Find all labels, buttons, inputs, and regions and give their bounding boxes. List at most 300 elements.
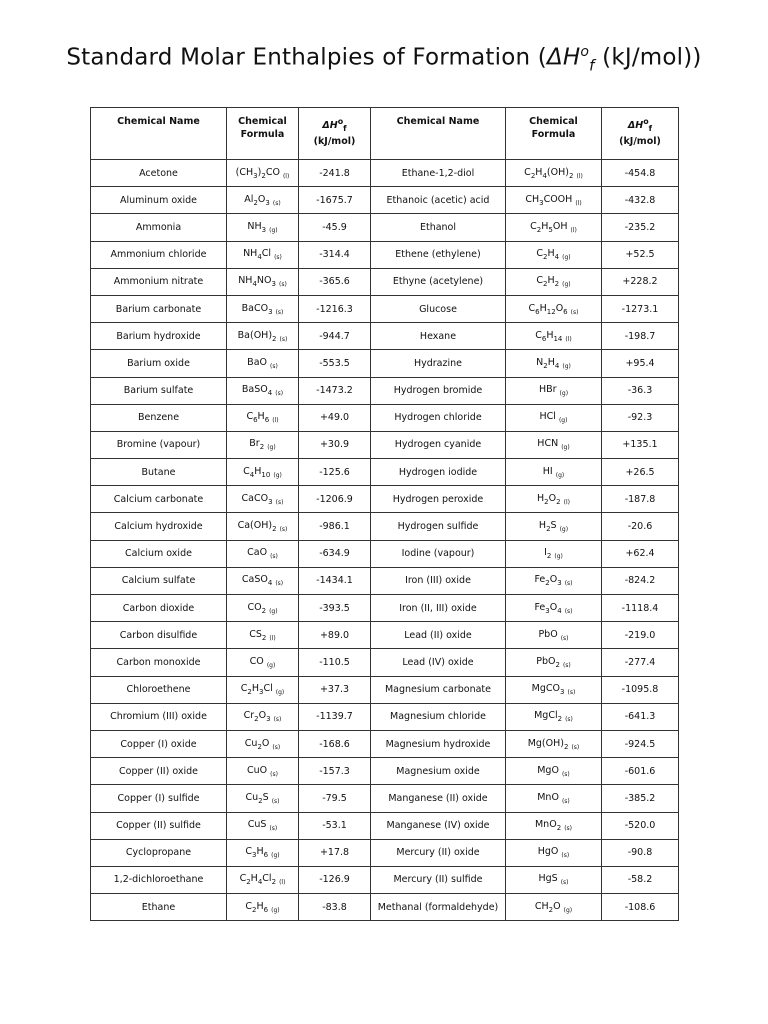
- formula-subscript: 2: [556, 824, 562, 833]
- formula-state: (g): [562, 281, 571, 289]
- enthalpy-value-right: -108.6: [602, 894, 679, 921]
- formula-subscript: 2: [261, 633, 267, 642]
- formula-state: (g): [555, 471, 565, 479]
- chemical-formula-right: [506, 676, 602, 703]
- formula-subscript: 4: [257, 878, 263, 887]
- chemical-name-left: Cyclopropane: [91, 839, 227, 866]
- header-formula-line2: Formula: [240, 129, 285, 140]
- formula-subscript: 3: [252, 851, 257, 860]
- chemical-formula-left: [227, 459, 299, 486]
- formula-state: (g): [271, 852, 280, 860]
- chemical-name-right: Hydrogen cyanide: [371, 431, 506, 458]
- formula-state: (g): [271, 906, 280, 914]
- header-chemical-formula-2: [506, 108, 602, 160]
- formula-subscript: 2: [544, 497, 549, 506]
- formula-state: (s): [570, 308, 579, 316]
- table-row: [91, 431, 679, 458]
- formula-state: (s): [270, 770, 278, 778]
- formula-part: CuO: [247, 764, 271, 776]
- chemical-name-left: Carbon disulfide: [91, 622, 227, 649]
- formula-part: C: [245, 846, 252, 858]
- enthalpy-value-right: -1273.1: [602, 295, 679, 322]
- enthalpy-value-left: -45.9: [299, 214, 371, 241]
- chemical-formula-left: [227, 160, 299, 187]
- header-formula-line2-2: Formula: [531, 129, 576, 140]
- header-dh-unit-2: (kJ/mol): [619, 136, 661, 148]
- chemical-formula-left: [227, 540, 299, 567]
- formula-subscript: 3: [266, 715, 271, 724]
- table-row: [91, 866, 679, 893]
- formula-state: (s): [561, 852, 570, 860]
- enthalpy-value-right: -1095.8: [602, 676, 679, 703]
- formula-state: (s): [275, 390, 284, 398]
- chemical-formula-right: [506, 431, 602, 458]
- table-row: [91, 268, 679, 295]
- formula-part: C: [240, 683, 248, 695]
- formula-part: C: [530, 220, 537, 232]
- formula-part: PbO: [536, 655, 556, 667]
- formula-state: (g): [269, 226, 278, 234]
- chemical-formula-left: [227, 323, 299, 350]
- enthalpy-value-left: -1434.1: [299, 567, 371, 594]
- formula-part: Mg(OH): [527, 737, 564, 749]
- chemical-formula-right: [506, 595, 602, 622]
- chemical-name-left: Ammonium nitrate: [91, 268, 227, 295]
- enthalpy-value-right: -1118.4: [602, 595, 679, 622]
- chemical-name-left: Barium oxide: [91, 350, 227, 377]
- enthalpy-value-right: -432.8: [602, 187, 679, 214]
- chemical-name-right: Mercury (II) oxide: [371, 839, 506, 866]
- table-row: [91, 404, 679, 431]
- chemical-formula-right: [506, 812, 602, 839]
- chemical-name-right: Mercury (II) sulfide: [371, 866, 506, 893]
- table-row: [91, 214, 679, 241]
- chemical-formula-right: [506, 268, 602, 295]
- enthalpy-value-left: +89.0: [299, 622, 371, 649]
- formula-subscript: 3: [265, 198, 270, 207]
- enthalpy-value-left: -634.9: [299, 540, 371, 567]
- header-dh-sup-2: o: [643, 117, 649, 126]
- chemical-formula-left: [227, 295, 299, 322]
- table-body: [91, 160, 679, 921]
- formula-subscript: 2: [548, 905, 554, 914]
- formula-state: (s): [561, 797, 570, 805]
- chemical-formula-right: [506, 866, 602, 893]
- chemical-formula-left: [227, 894, 299, 921]
- formula-state: (s): [564, 607, 573, 615]
- enthalpy-value-right: -277.4: [602, 649, 679, 676]
- formula-subscript: 5: [548, 225, 553, 234]
- table-row: [91, 676, 679, 703]
- formula-part: C: [528, 302, 536, 314]
- formula-part: MnO: [537, 791, 562, 803]
- formula-state: (l): [565, 335, 572, 343]
- chemical-name-right: Ethyne (acetylene): [371, 268, 506, 295]
- formula-subscript: 2: [546, 552, 552, 561]
- header-delta-h: [299, 108, 371, 160]
- formula-part: C: [524, 166, 531, 178]
- enthalpy-value-left: -1473.2: [299, 377, 371, 404]
- enthalpy-value-left: -125.6: [299, 459, 371, 486]
- formula-part: NH: [247, 220, 262, 232]
- formula-state: (s): [270, 553, 278, 561]
- enthalpy-value-right: -520.0: [602, 812, 679, 839]
- header-chemical-name-2: Chemical Name: [371, 108, 506, 160]
- chemical-name-right: Hydrogen bromide: [371, 377, 506, 404]
- formula-subscript: 3: [271, 280, 276, 289]
- formula-part: H: [535, 166, 543, 178]
- header-row: [91, 108, 679, 160]
- chemical-name-right: Magnesium carbonate: [371, 676, 506, 703]
- enthalpy-value-left: -393.5: [299, 595, 371, 622]
- chemical-name-right: Lead (IV) oxide: [371, 649, 506, 676]
- enthalpy-value-left: -314.4: [299, 241, 371, 268]
- header-dh-sub-2: f: [648, 124, 653, 134]
- formula-subscript: 2: [246, 878, 251, 887]
- formula-state: (s): [560, 634, 569, 642]
- table-row: [91, 540, 679, 567]
- formula-part: CaCO: [241, 492, 269, 504]
- enthalpy-value-right: -92.3: [602, 404, 679, 431]
- enthalpy-value-right: +228.2: [602, 268, 679, 295]
- formula-subscript: 3: [268, 497, 273, 506]
- table-row: [91, 812, 679, 839]
- formula-part: O: [257, 193, 266, 205]
- formula-subscript: 2: [536, 225, 542, 234]
- header-dh-unit: (kJ/mol): [313, 136, 356, 148]
- enthalpy-value-right: -198.7: [602, 323, 679, 350]
- formula-subscript: 12: [546, 307, 556, 316]
- enthalpy-value-right: -385.2: [602, 785, 679, 812]
- header-dh-symbol: ΔH: [322, 120, 338, 132]
- formula-part: O: [261, 737, 273, 749]
- chemical-name-right: Iodine (vapour): [371, 540, 506, 567]
- formula-subscript: 6: [563, 307, 568, 316]
- formula-part: CaSO: [241, 574, 268, 586]
- formula-subscript: 2: [563, 742, 569, 751]
- table-row: [91, 377, 679, 404]
- formula-subscript: 6: [541, 334, 547, 343]
- chemical-name-left: Barium carbonate: [91, 295, 227, 322]
- formula-state: (s): [273, 716, 282, 724]
- formula-part: S: [550, 520, 560, 532]
- formula-part: O: [553, 900, 564, 912]
- title-suffix: (kJ/mol)): [594, 44, 702, 71]
- table-row: [91, 595, 679, 622]
- formula-state: (l): [282, 172, 290, 180]
- formula-part: H: [256, 900, 264, 912]
- formula-part: O: [258, 710, 267, 722]
- header-formula-line1: Chemical: [238, 116, 287, 127]
- formula-part: N: [536, 356, 544, 368]
- enthalpy-value-right: -641.3: [602, 703, 679, 730]
- formula-part: BaCO: [241, 302, 269, 314]
- chemical-formula-right: [506, 486, 602, 513]
- formula-state: (s): [279, 335, 288, 343]
- chemical-name-left: Copper (I) sulfide: [91, 785, 227, 812]
- enthalpy-value-left: -365.6: [299, 268, 371, 295]
- chemical-name-left: Aluminum oxide: [91, 187, 227, 214]
- chemical-formula-left: [227, 567, 299, 594]
- table-row: [91, 567, 679, 594]
- chemical-formula-left: [227, 513, 299, 540]
- formula-state: (s): [270, 362, 278, 370]
- formula-part: CO: [247, 601, 262, 613]
- formula-part: Cl: [262, 873, 272, 885]
- formula-part: C: [243, 465, 250, 477]
- formula-subscript: 2: [555, 660, 560, 669]
- formula-subscript: 2: [253, 198, 258, 207]
- formula-part: C: [245, 900, 252, 912]
- formula-subscript: 10: [261, 470, 271, 479]
- chemical-name-left: Chloroethene: [91, 676, 227, 703]
- chemical-formula-right: [506, 214, 602, 241]
- formula-part: HI: [542, 465, 556, 477]
- chemical-name-right: Lead (II) oxide: [371, 622, 506, 649]
- formula-subscript: 3: [545, 606, 550, 615]
- enthalpy-value-right: -58.2: [602, 866, 679, 893]
- enthalpy-value-right: +52.5: [602, 241, 679, 268]
- chemical-formula-right: [506, 160, 602, 187]
- formula-state: (s): [275, 498, 284, 506]
- formula-state: (g): [561, 444, 570, 452]
- chemical-name-right: Iron (III) oxide: [371, 567, 506, 594]
- chemical-formula-right: [506, 540, 602, 567]
- chemical-name-left: Bromine (vapour): [91, 431, 227, 458]
- formula-part: O: [549, 601, 558, 613]
- enthalpy-table: [90, 107, 679, 921]
- formula-subscript: 2: [252, 905, 257, 914]
- formula-state: (s): [562, 661, 571, 669]
- formula-state: (g): [562, 362, 571, 370]
- enthalpy-value-right: -36.3: [602, 377, 679, 404]
- formula-subscript: 4: [554, 361, 560, 370]
- enthalpy-value-left: +17.8: [299, 839, 371, 866]
- formula-subscript: 2: [272, 334, 277, 343]
- formula-part: C: [239, 873, 247, 885]
- chemical-name-right: Hydrogen peroxide: [371, 486, 506, 513]
- table-row: [91, 894, 679, 921]
- formula-part: Ca(OH): [237, 520, 273, 532]
- formula-subscript: 3: [259, 688, 264, 697]
- table-row: [91, 160, 679, 187]
- chemical-formula-right: [506, 377, 602, 404]
- chemical-formula-right: [506, 785, 602, 812]
- table-row: [91, 649, 679, 676]
- chemical-formula-left: [227, 431, 299, 458]
- chemical-formula-right: [506, 622, 602, 649]
- formula-subscript: 4: [252, 280, 257, 289]
- formula-part: H: [547, 248, 555, 260]
- formula-state: (l): [272, 417, 279, 425]
- formula-subscript: 2: [271, 878, 277, 887]
- table-row: [91, 486, 679, 513]
- chemical-name-right: Ethene (ethylene): [371, 241, 506, 268]
- header-dh-sup: o: [337, 117, 344, 126]
- chemical-formula-left: [227, 486, 299, 513]
- formula-part: H: [251, 683, 259, 695]
- chemical-formula-left: [227, 622, 299, 649]
- formula-part: HgO: [537, 846, 562, 858]
- chemical-formula-left: [227, 187, 299, 214]
- formula-state: (g): [273, 471, 282, 479]
- formula-part: MgCO: [531, 683, 561, 695]
- chemical-formula-left: [227, 241, 299, 268]
- enthalpy-value-right: +95.4: [602, 350, 679, 377]
- formula-subscript: 2: [261, 606, 267, 615]
- formula-state: (g): [266, 661, 276, 669]
- title-superscript: o: [580, 44, 590, 60]
- enthalpy-value-right: -235.2: [602, 214, 679, 241]
- formula-part: Ba(OH): [237, 329, 273, 341]
- formula-part: H: [250, 873, 258, 885]
- formula-part: H: [254, 465, 262, 477]
- formula-part: C: [536, 248, 543, 260]
- formula-part: H: [547, 275, 555, 287]
- chemical-name-right: Hydrogen sulfide: [371, 513, 506, 540]
- enthalpy-value-right: -187.8: [602, 486, 679, 513]
- formula-subscript: 4: [542, 171, 547, 180]
- formula-part: Cl: [261, 248, 275, 260]
- header-chemical-formula: [227, 108, 299, 160]
- chemical-name-right: Manganese (IV) oxide: [371, 812, 506, 839]
- header-formula-line1-2: Chemical: [529, 116, 578, 127]
- chemical-name-left: Carbon monoxide: [91, 649, 227, 676]
- formula-subscript: 6: [253, 416, 258, 425]
- chemical-name-left: Ammonium chloride: [91, 241, 227, 268]
- table-row: [91, 622, 679, 649]
- formula-state: (s): [269, 825, 278, 833]
- chemical-formula-right: [506, 241, 602, 268]
- enthalpy-value-right: -924.5: [602, 730, 679, 757]
- formula-part: PbO: [538, 628, 561, 640]
- enthalpy-value-left: -1675.7: [299, 187, 371, 214]
- formula-state: (s): [564, 580, 573, 588]
- chemical-name-right: Ethanoic (acetic) acid: [371, 187, 506, 214]
- enthalpy-value-left: -53.1: [299, 812, 371, 839]
- formula-state: (s): [567, 689, 576, 697]
- formula-part: CH: [525, 193, 540, 205]
- formula-subscript: 4: [267, 389, 273, 398]
- enthalpy-value-right: -219.0: [602, 622, 679, 649]
- formula-part: COOH: [543, 193, 576, 205]
- formula-subscript: 2: [543, 361, 548, 370]
- formula-part: S: [262, 791, 272, 803]
- chemical-formula-left: [227, 404, 299, 431]
- chemical-name-right: Hydrazine: [371, 350, 506, 377]
- enthalpy-value-left: -986.1: [299, 513, 371, 540]
- formula-subscript: 2: [556, 497, 561, 506]
- formula-state: (s): [274, 254, 282, 262]
- formula-state: (g): [559, 390, 569, 398]
- enthalpy-value-right: +26.5: [602, 459, 679, 486]
- formula-part: CaO: [247, 547, 271, 559]
- enthalpy-value-left: -241.8: [299, 160, 371, 187]
- formula-part: HCl: [539, 411, 559, 423]
- header-delta-h-2: [602, 108, 679, 160]
- table-row: [91, 703, 679, 730]
- formula-state: (g): [554, 553, 563, 561]
- chemical-name-left: Butane: [91, 459, 227, 486]
- formula-part: MgO: [537, 764, 562, 776]
- enthalpy-value-right: -90.8: [602, 839, 679, 866]
- header-chemical-name: Chemical Name: [91, 108, 227, 160]
- formula-subscript: 3: [261, 225, 267, 234]
- chemical-formula-left: [227, 839, 299, 866]
- chemical-formula-right: [506, 730, 602, 757]
- formula-subscript: 6: [535, 307, 540, 316]
- formula-part: Al: [244, 193, 254, 205]
- enthalpy-value-left: -83.8: [299, 894, 371, 921]
- chemical-formula-left: [227, 649, 299, 676]
- formula-subscript: 6: [263, 905, 269, 914]
- formula-state: (l): [570, 226, 577, 234]
- chemical-name-right: Hexane: [371, 323, 506, 350]
- formula-part: CO: [249, 655, 267, 667]
- formula-part: Fe: [534, 574, 546, 586]
- enthalpy-value-right: -454.8: [602, 160, 679, 187]
- formula-part: H: [256, 846, 264, 858]
- formula-part: CO: [265, 166, 283, 178]
- formula-subscript: 3: [560, 688, 565, 697]
- formula-subscript: 2: [543, 253, 548, 262]
- formula-state: (s): [275, 580, 284, 588]
- chemical-name-left: Calcium carbonate: [91, 486, 227, 513]
- table-row: [91, 730, 679, 757]
- formula-state: (s): [560, 879, 569, 887]
- table-row: [91, 459, 679, 486]
- chemical-name-left: Carbon dioxide: [91, 595, 227, 622]
- formula-state: (s): [272, 743, 281, 751]
- formula-part: CuS: [247, 819, 270, 831]
- enthalpy-value-left: -79.5: [299, 785, 371, 812]
- chemical-formula-left: [227, 785, 299, 812]
- chemical-name-right: Glucose: [371, 295, 506, 322]
- formula-part: H: [541, 220, 549, 232]
- formula-part: Cu: [244, 737, 258, 749]
- formula-part: ): [257, 166, 262, 178]
- chemical-formula-left: [227, 214, 299, 241]
- formula-part: C: [536, 275, 543, 287]
- formula-subscript: 2: [545, 579, 550, 588]
- table-row: [91, 839, 679, 866]
- enthalpy-value-left: -1206.9: [299, 486, 371, 513]
- formula-subscript: 2: [257, 742, 262, 751]
- chemical-name-left: Chromium (III) oxide: [91, 703, 227, 730]
- chemical-formula-left: [227, 758, 299, 785]
- chemical-formula-right: [506, 649, 602, 676]
- formula-part: NH: [243, 248, 258, 260]
- formula-part: C: [535, 329, 542, 341]
- chemical-name-right: Manganese (II) oxide: [371, 785, 506, 812]
- formula-subscript: 6: [263, 851, 269, 860]
- formula-part: OH: [552, 220, 571, 232]
- formula-part: O: [548, 492, 557, 504]
- formula-subscript: 2: [557, 715, 563, 724]
- formula-state: (g): [269, 607, 278, 615]
- header-dh-symbol-2: ΔH: [627, 120, 644, 132]
- chemical-formula-left: [227, 377, 299, 404]
- enthalpy-value-left: -110.5: [299, 649, 371, 676]
- chemical-name-right: Ethane-1,2-diol: [371, 160, 506, 187]
- chemical-formula-right: [506, 513, 602, 540]
- chemical-formula-right: [506, 295, 602, 322]
- enthalpy-value-left: +37.3: [299, 676, 371, 703]
- formula-part: H: [537, 492, 545, 504]
- formula-part: H: [538, 520, 547, 532]
- chemical-name-left: Copper (II) sulfide: [91, 812, 227, 839]
- formula-state: (g): [563, 906, 573, 914]
